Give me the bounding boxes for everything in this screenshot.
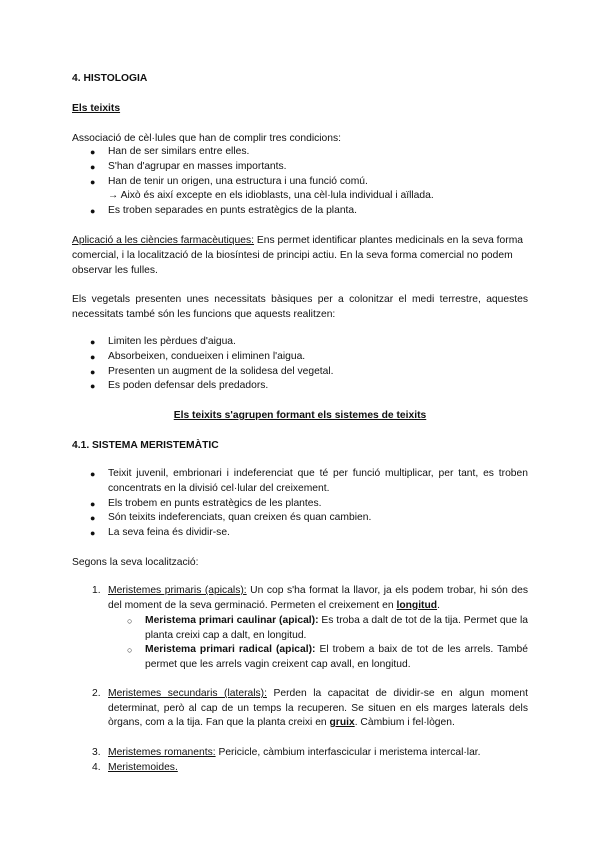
list-item: ● Presenten un augment de la solidesa del vegetal. [90, 365, 528, 380]
bullet-icon: ● [90, 528, 96, 538]
numbered-item-1: 1. Meristemes primaris (apicals): Un cop s'ha format la llavor, ja els podem trobar, hi són des del moment de la seva germinació. Permeten el creixement en longitud. [92, 585, 528, 611]
application-label: Aplicació a les ciències farmacèutiques: [72, 235, 255, 246]
item2-label: Meristemes secundaris (laterals): [108, 688, 267, 699]
bullet-icon: ● [90, 499, 96, 509]
bullet-icon: ● [90, 162, 96, 172]
item3-label: Meristemes romanents: [108, 747, 216, 758]
list-item: ● Els trobem en punts estratègics de les plantes. [90, 497, 528, 512]
segons-text: Segons la seva localització: [72, 557, 199, 568]
list-item: ● Absorbeixen, condueixen i eliminen l'aigua. [90, 350, 528, 365]
section-heading-4-1: 4.1. SISTEMA MERISTEMÀTIC [72, 440, 219, 451]
section-heading: 4. HISTOLOGIA [72, 73, 148, 84]
bullet-icon: ● [90, 147, 96, 157]
bullet-icon: ● [90, 367, 96, 377]
sub-item-caulinar: ○ Meristema primari caulinar (apical): Es troba a dalt de tot de la tija. Permet que la planta creixi cap a dalt, en longitud. [127, 615, 528, 641]
numbered-item-4: 4. Meristemoides. [92, 762, 178, 773]
numbered-item-2: 2. Meristemes secundaris (laterals): Perden la capacitat de dividir-se en algun moment determinat, però al cap de un temps la recuperen. Se situen en els marges laterals dels òrgans, com a la tija. Fan que la planta creixi en gruix. Càmbium i fel·lògen. [92, 688, 529, 729]
intro-text: Associació de cèl·lules que han de complir tres condicions: [72, 133, 342, 144]
numbered-item-3: 3. Meristemes romanents: Pericicle, càmbium interfascicular i meristema intercal·lar. [92, 747, 481, 758]
list-item: ● Són teixits indeferenciats, quan creixen és quan cambien. [90, 511, 528, 526]
list-item: ● La seva feina és dividir-se. [90, 526, 528, 541]
bullet-icon: ● [90, 177, 96, 187]
item4-label: Meristemoides. [108, 762, 178, 773]
subheading-teixits: Els teixits [72, 103, 121, 114]
vegetals-paragraph: Els vegetals presenten unes necessitats bàsiques per a colonitzar el medi terrestre, aquestes necessitats també són les funcions que aquests realitzen: [72, 294, 528, 320]
bullet-icon: ● [90, 469, 96, 479]
list-item: ● Es poden defensar dels predadors. [90, 379, 528, 394]
keyword-longitud: longitud [396, 599, 438, 611]
application-paragraph: Aplicació a les ciències farmacèutiques: Ens permet identificar plantes medicinals en la seva forma comercial, i la localització de la biosíntesi de principi actiu. En la seva forma comercial no podem observar les fulles. [72, 235, 524, 276]
list-item: ● Es troben separades en punts estratègics de la planta. [90, 204, 528, 219]
circle-bullet-icon: ○ [127, 645, 133, 655]
list-item: ● Han de ser similars entre elles. [90, 145, 528, 160]
list-item: ● Limiten les pèrdues d'aigua. [90, 335, 528, 350]
bullet-icon: ● [90, 206, 96, 216]
bullet-icon: ● [90, 337, 96, 347]
circle-bullet-icon: ○ [127, 616, 133, 626]
list-item: ● Han de tenir un origen, una estructura i una funció comú. [90, 175, 528, 190]
item1-label: Meristemes primaris (apicals): [108, 585, 247, 596]
center-heading: Els teixits s'agrupen formant els sistemes de teixits [173, 410, 427, 421]
arrow-note: → Això és així excepte en els idioblasts, una cèl·lula individual i aïllada. [108, 190, 434, 201]
list-item: ● Teixit juvenil, embrionari i indeferenciat que té per funció multiplicar, per tant, es troben concentrats en la divisió cel·lular del creixement. [90, 468, 528, 494]
bullet-icon: ● [90, 381, 96, 391]
bullet-icon: ● [90, 513, 96, 523]
keyword-gruix: gruix [329, 717, 355, 729]
list-item: ● S'han d'agrupar en masses importants. [90, 160, 528, 175]
bullet-icon: ● [90, 352, 96, 362]
sub-item-radical: ○ Meristema primari radical (apical): El trobem a baix de tot de les arrels. També permet que les arrels vagin creixent cap avall, en longitud. [127, 644, 528, 670]
